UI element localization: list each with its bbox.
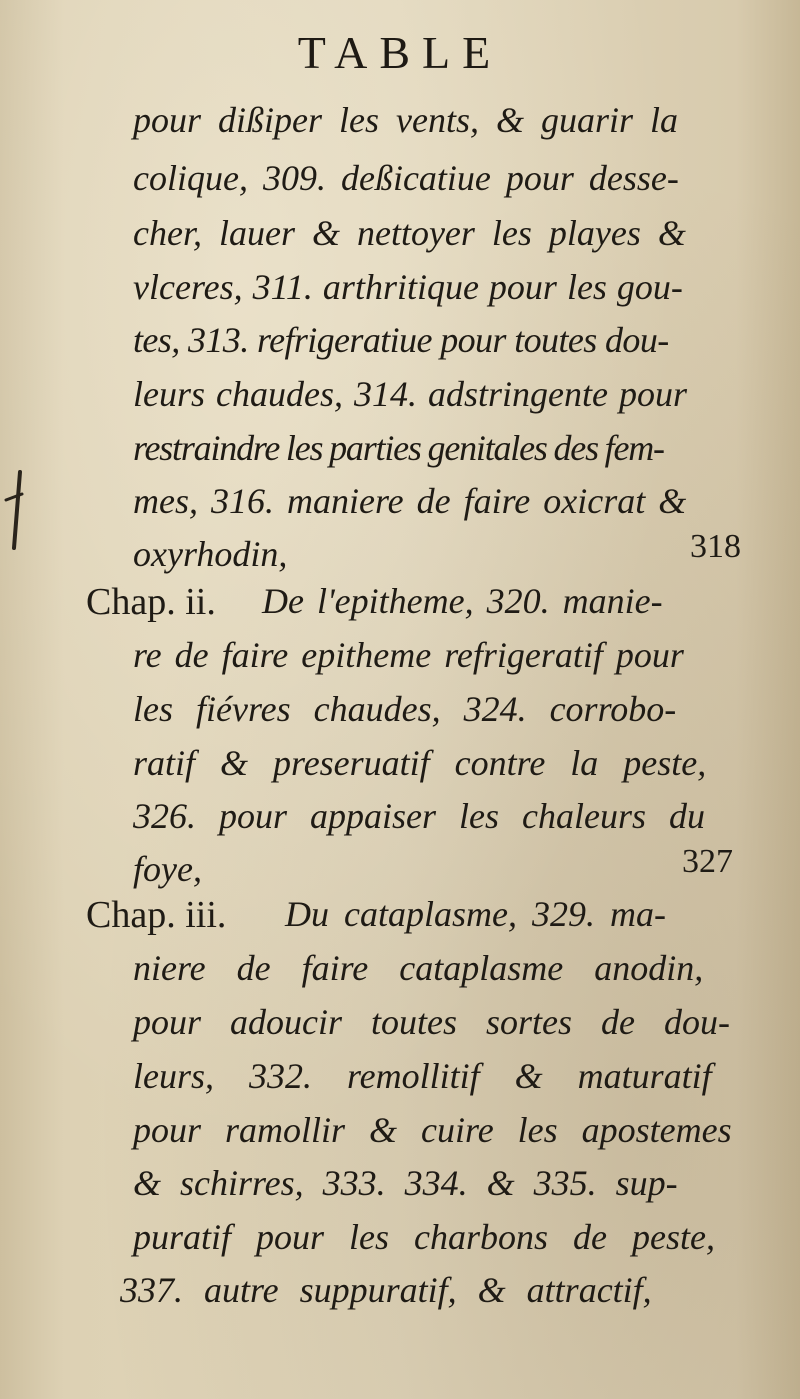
margin-mark [4,470,26,550]
text-line-1: pour dißiper les vents, & guarir la [133,100,678,140]
text-line-13: ratif & preseruatif contre la peste, [133,743,707,783]
text-line-23: 337. autre suppuratif, & attractif, [120,1270,652,1310]
text-line-18: pour adoucir toutes sortes de dou- [133,1002,730,1042]
text-line-14: 326. pour appaiser les chaleurs du [133,796,705,836]
text-line-10: De l'epitheme, 320. manie- [262,581,663,621]
text-line-11: re de faire epitheme refrigeratif pour [133,635,684,675]
chapter-iii-label: Chap. iii. [86,894,227,936]
text-line-19: leurs, 332. remollitif & maturatif [133,1056,712,1096]
text-line-6: leurs chaudes, 314. adstringente pour [133,374,687,414]
text-line-8: mes, 316. maniere de faire oxicrat & [133,481,687,521]
text-line-17: niere de faire cataplasme anodin, [133,948,704,988]
text-line-15: foye, [133,849,202,889]
running-head: TABLE [297,27,503,78]
text-line-2: colique, 309. deßicatiue pour desse- [133,158,679,198]
page-ref-327: 327 [682,843,733,880]
page-ref-318: 318 [690,528,741,565]
text-line-9: oxyrhodin, [133,534,288,574]
chapter-ii-label: Chap. ii. [86,581,216,623]
text-line-12: les fiévres chaudes, 324. corrobo- [133,689,677,729]
text-line-5: tes, 313. refrigeratiue pour toutes dou- [133,320,669,360]
text-line-16: Du cataplasme, 329. ma- [285,894,666,934]
text-line-21: & schirres, 333. 334. & 335. sup- [133,1163,678,1203]
text-line-7: restraindre les parties genitales des fem- [133,428,664,468]
text-line-20: pour ramollir & cuire les apostemes [133,1110,732,1150]
text-line-22: puratif pour les charbons de peste, [133,1217,715,1257]
text-line-3: cher, lauer & nettoyer les playes & [133,213,686,253]
text-line-4: vlceres, 311. arthritique pour les gou- [133,267,683,307]
